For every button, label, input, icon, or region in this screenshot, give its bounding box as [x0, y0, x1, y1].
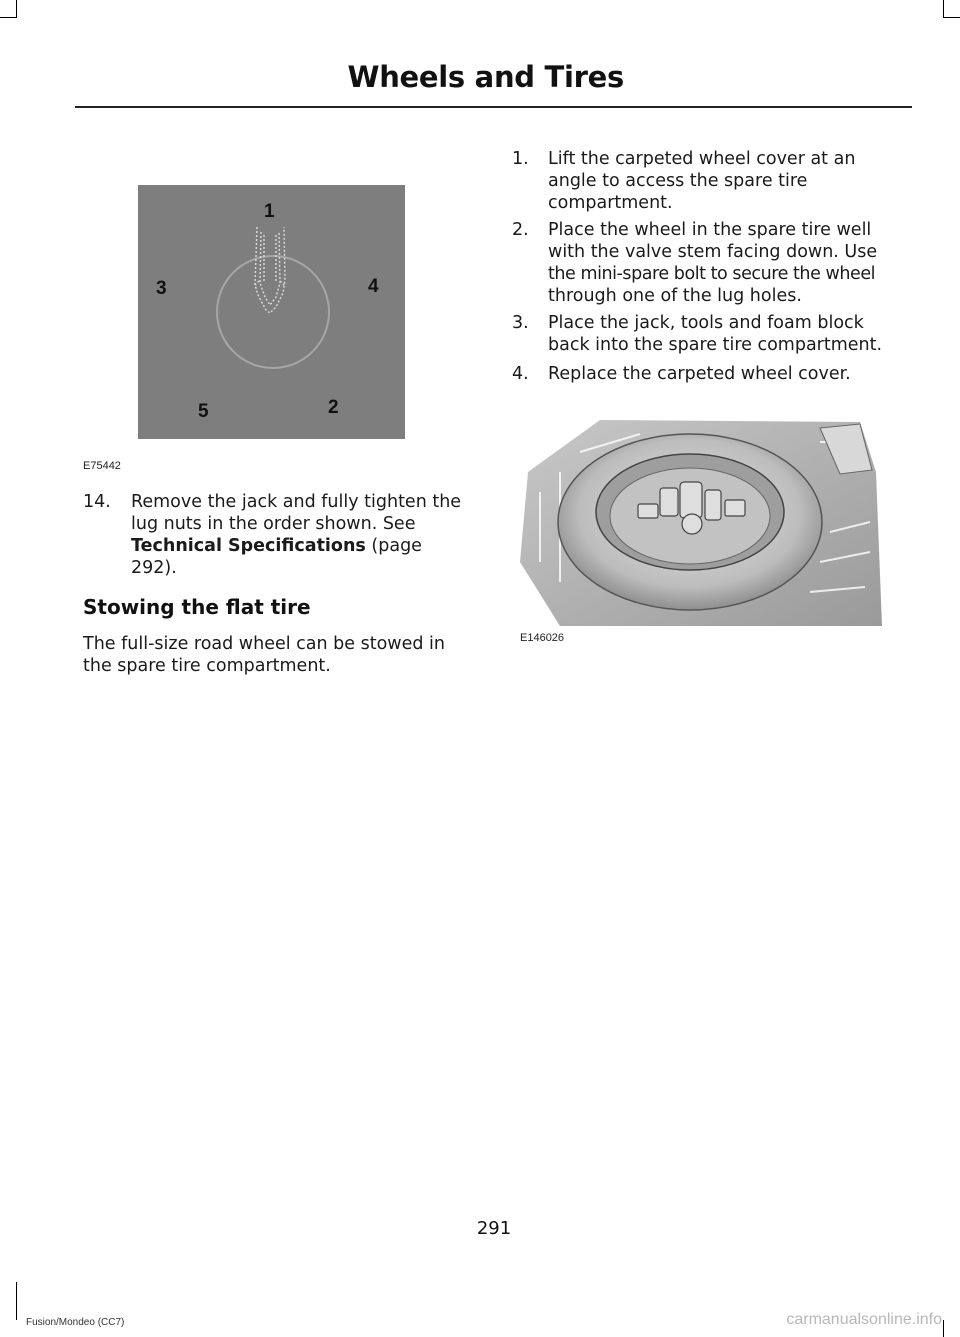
step-line: lug nuts in the order shown. See [131, 514, 416, 534]
spare-tire-illustration [520, 412, 882, 626]
crop-mark-top-right [943, 0, 944, 18]
step-line: Place the wheel in the spare tire well [548, 220, 872, 240]
step-line: Lift the carpeted wheel cover at an [548, 149, 856, 169]
step-number: 4. [512, 364, 529, 384]
header-rule [75, 106, 912, 108]
step-3 [512, 312, 912, 358]
step-line: Remove the jack and fully tighten the [131, 492, 462, 512]
step-line: (page [365, 536, 422, 556]
lug-label-4: 4 [368, 276, 379, 297]
step-number: 2. [512, 220, 529, 240]
footer-model: Fusion/Mondeo (CC7) [26, 1317, 125, 1328]
step-line: the mini-spare bolt to secure the wheel [548, 264, 876, 284]
lug-label-1: 1 [264, 201, 275, 222]
figure-code: E75442 [83, 460, 121, 472]
step-line: back into the spare tire compartment. [548, 335, 883, 355]
step-number: 14. [83, 492, 111, 512]
lug-label-5: 5 [198, 401, 209, 422]
section-paragraph [83, 633, 483, 677]
step-line: compartment. [548, 193, 673, 213]
wheel-outline [217, 256, 329, 368]
step-line: with the valve stem facing down. Use [548, 242, 878, 262]
spare-tire-compartment-figure [520, 412, 882, 626]
watermark: carmanualsonline.info [786, 1311, 942, 1328]
crop-mark-top-right-h [943, 17, 960, 18]
step-1 [512, 148, 912, 218]
lug-nut-sequence-figure [138, 185, 405, 439]
crop-mark-bottom-left [16, 1282, 17, 1320]
step-14 [83, 491, 483, 581]
crop-mark-top-left-h [0, 17, 17, 18]
step-line: angle to access the spare tire [548, 171, 808, 191]
wheel-diagram [138, 185, 405, 439]
crop-mark-top-left [16, 0, 17, 18]
lug-label-3: 3 [156, 278, 167, 299]
section-heading: Stowing the flat tire [83, 595, 311, 619]
paragraph-line: The full-size road wheel can be stowed in [83, 634, 445, 654]
step-4 [512, 363, 912, 387]
cross-reference-link[interactable]: Technical Specifications [131, 536, 366, 556]
figure-code: E146026 [520, 632, 565, 644]
step-number: 3. [512, 313, 529, 333]
step-line: through one of the lug holes. [548, 286, 802, 306]
step-line: Place the jack, tools and foam block [548, 313, 864, 333]
wrench-icon [255, 227, 285, 313]
step-line: 292). [131, 558, 177, 578]
paragraph-line: the spare tire compartment. [83, 656, 331, 676]
lug-label-2: 2 [328, 397, 339, 418]
step-line: Replace the carpeted wheel cover. [548, 364, 851, 384]
page-number: 291 [476, 1218, 512, 1239]
step-2 [512, 219, 912, 311]
page-title: Wheels and Tires [347, 60, 624, 94]
step-number: 1. [512, 149, 529, 169]
crop-mark-bottom-right [943, 1320, 944, 1337]
